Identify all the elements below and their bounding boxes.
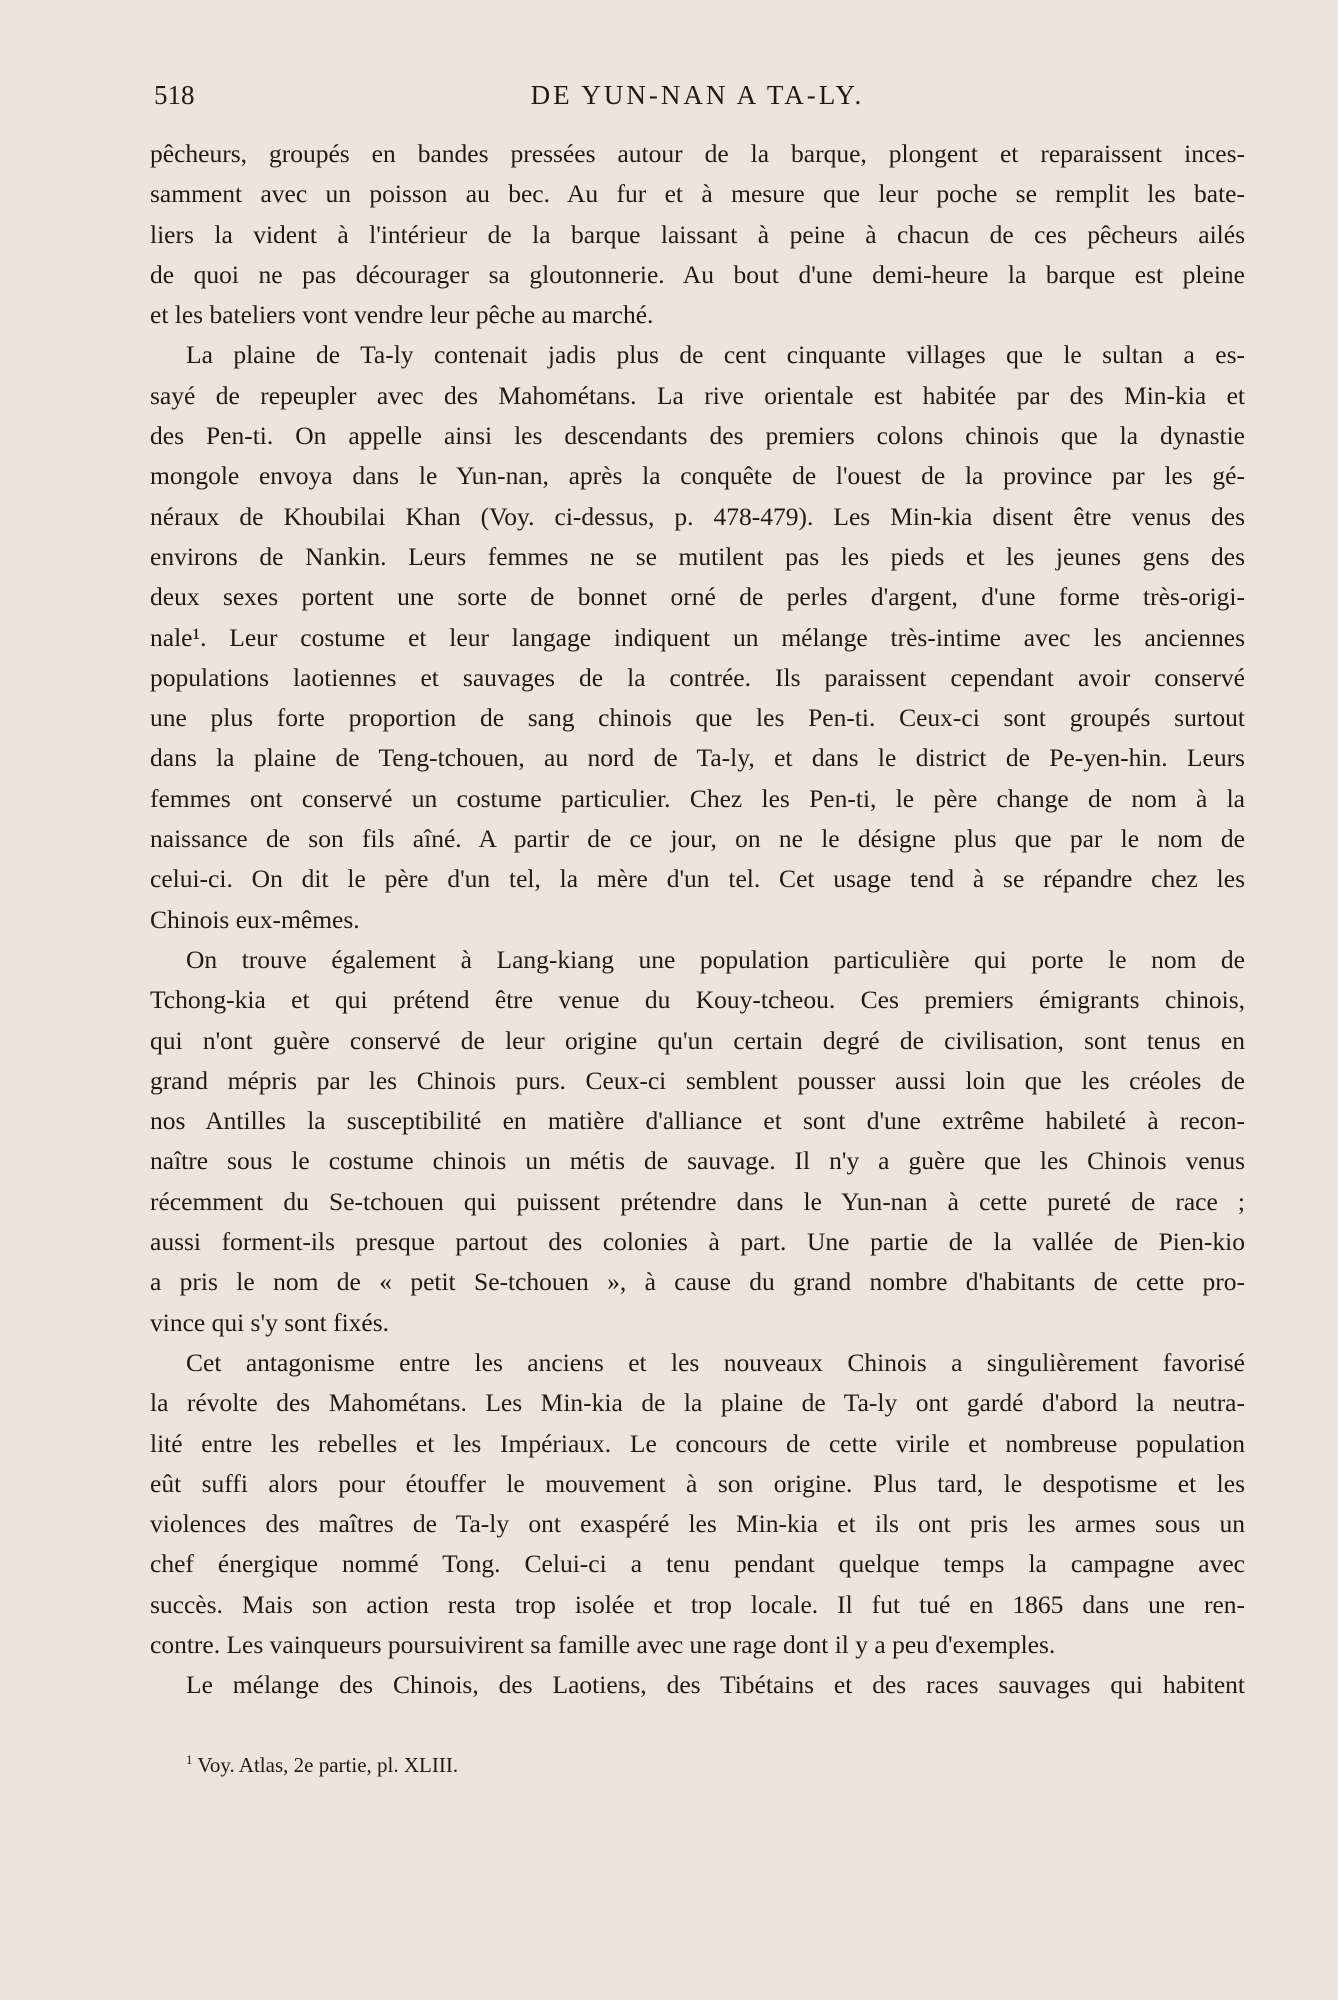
text-line: lité entre les rebelles et les Impériaux. Le concours de cette virile et nombreuse population xyxy=(150,1428,1245,1458)
text-line: Tchong-kia et qui prétend être venue du Kouy-tcheou. Ces premiers émigrants chinois, xyxy=(150,985,1245,1015)
text-line: Cet antagonisme entre les anciens et les nouveaux Chinois a singulièrement favorisé xyxy=(186,1347,1245,1377)
text-line: sayé de repeupler avec des Mahométans. La rive orientale est habitée par des Min-kia et xyxy=(150,380,1245,410)
text-line: des Pen-ti. On appelle ainsi les descendants des premiers colons chinois que la dynastie xyxy=(150,421,1245,451)
text-line: La plaine de Ta-ly contenait jadis plus de cent cinquante villages que le sultan a es- xyxy=(186,340,1245,370)
text-line: mongole envoya dans le Yun-nan, après la conquête de l'ouest de la province par les gé- xyxy=(150,461,1245,491)
footnote xyxy=(186,1752,458,1778)
running-title: DE YUN-NAN A TA-LY. xyxy=(530,80,865,110)
text-line: récemment du Se-tchouen qui puissent prétendre dans le Yun-nan à cette pureté de race ; xyxy=(150,1186,1245,1216)
text-line: femmes ont conservé un costume particulier. Chez les Pen-ti, le père change de nom à la xyxy=(150,783,1245,813)
text-line: a pris le nom de « petit Se-tchouen », à cause du grand nombre d'habitants de cette pro- xyxy=(150,1267,1245,1297)
text-line: celui-ci. On dit le père d'un tel, la mère d'un tel. Cet usage tend à se répandre chez les xyxy=(150,864,1245,894)
text-line: nale¹. Leur costume et leur langage indiquent un mélange très-intime avec les anciennes xyxy=(150,622,1245,652)
text-line: naissance de son fils aîné. A partir de ce jour, on ne le désigne plus que par le nom de xyxy=(150,824,1245,854)
text-line: deux sexes portent une sorte de bonnet orné de perles d'argent, d'une forme très-origi- xyxy=(150,582,1245,612)
text-line: On trouve également à Lang-kiang une population particulière qui porte le nom de xyxy=(186,944,1245,974)
text-line: contre. Les vainqueurs poursuivirent sa famille avec une rage dont il y a peu d'exemples. xyxy=(150,1629,1056,1659)
text-line: grand mépris par les Chinois purs. Ceux-ci semblent pousser aussi loin que les créoles de xyxy=(150,1065,1245,1095)
text-line: liers la vident à l'intérieur de la barque laissant à peine à chacun de ces pêcheurs ailés xyxy=(150,219,1245,249)
text-line: aussi forment-ils presque partout des colonies à part. Une partie de la vallée de Pien-kio xyxy=(150,1227,1245,1257)
text-line: eût suffi alors pour étouffer le mouvement à son origine. Plus tard, le despotisme et les xyxy=(150,1468,1245,1498)
text-line: la révolte des Mahométans. Les Min-kia de la plaine de Ta-ly ont gardé d'abord la neutra- xyxy=(150,1388,1245,1418)
footnote-text: Voy. Atlas, 2e partie, pl. XLIII. xyxy=(197,1753,459,1777)
text-line: populations laotiennes et sauvages de la contrée. Ils paraissent cependant avoir conservé xyxy=(150,662,1245,692)
page-number: 518 xyxy=(154,80,195,110)
text-line: succès. Mais son action resta trop isolée et trop locale. Il fut tué en 1865 dans une ren- xyxy=(150,1589,1245,1619)
text-line: chef énergique nommé Tong. Celui-ci a tenu pendant quelque temps la campagne avec xyxy=(150,1549,1245,1579)
text-line: qui n'ont guère conservé de leur origine qu'un certain degré de civilisation, sont tenus en xyxy=(150,1025,1245,1055)
running-header xyxy=(150,80,1245,120)
footnote-marker: 1 xyxy=(186,1752,193,1767)
text-line: vince qui s'y sont fixés. xyxy=(150,1307,390,1337)
text-line: samment avec un poisson au bec. Au fur et à mesure que leur poche se remplit les bate- xyxy=(150,179,1245,209)
text-line: pêcheurs, groupés en bandes pressées autour de la barque, plongent et reparaissent inces- xyxy=(150,139,1245,168)
text-line: néraux de Khoubilai Khan (Voy. ci-dessus, p. 478-479). Les Min-kia disent être venus des xyxy=(150,501,1245,531)
text-line: de quoi ne pas décourager sa gloutonnerie. Au bout d'une demi-heure la barque est pleine xyxy=(150,259,1245,289)
text-line: une plus forte proportion de sang chinois que les Pen-ti. Ceux-ci sont groupés surtout xyxy=(150,703,1245,733)
body-text xyxy=(150,134,1245,1706)
text-line: Le mélange des Chinois, des Laotiens, des Tibétains et des races sauvages qui habitent xyxy=(186,1670,1245,1700)
text-line: naître sous le costume chinois un métis de sauvage. Il n'y a guère que les Chinois venus xyxy=(150,1146,1245,1176)
text-line: et les bateliers vont vendre leur pêche au marché. xyxy=(150,300,654,330)
text-line: environs de Nankin. Leurs femmes ne se mutilent pas les pieds et les jeunes gens des xyxy=(150,541,1245,571)
text-line: nos Antilles la susceptibilité en matière d'alliance et sont d'une extrême habileté à recon- xyxy=(150,1106,1245,1136)
text-line: dans la plaine de Teng-tchouen, au nord de Ta-ly, et dans le district de Pe-yen-hin. Leurs xyxy=(150,743,1245,773)
text-line: Chinois eux-mêmes. xyxy=(150,904,360,934)
text-line: violences des maîtres de Ta-ly ont exaspéré les Min-kia et ils ont pris les armes sous un xyxy=(150,1509,1245,1539)
